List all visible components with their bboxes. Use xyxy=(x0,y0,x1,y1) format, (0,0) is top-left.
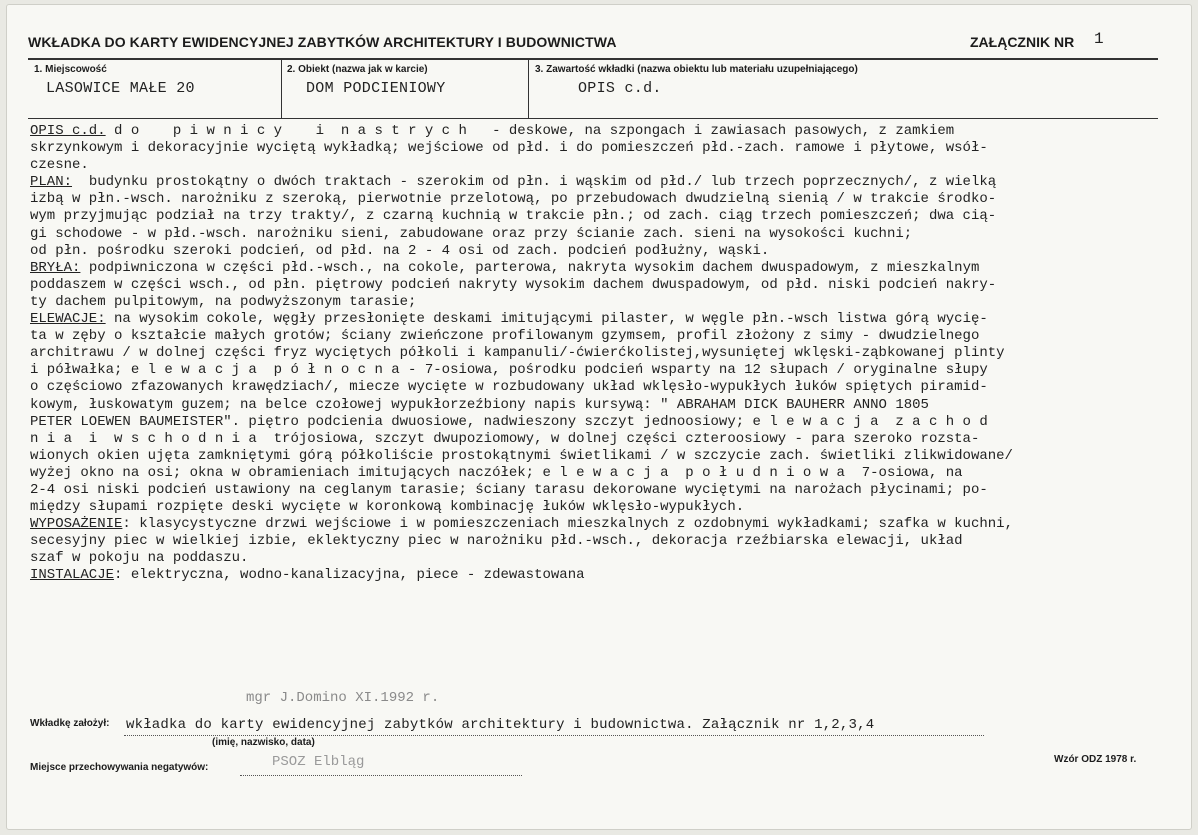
field-divider-1 xyxy=(281,60,282,118)
text-line xyxy=(30,243,1180,260)
text-line xyxy=(30,260,1180,277)
section-heading: INSTALACJE xyxy=(30,567,115,584)
text-segment: budynku prostokątny o dwóch traktach - szerokim od płn. i wąskim od płd./ lub trzech poprzecznych/, z wielką xyxy=(72,174,997,191)
section-heading: BRYŁA: xyxy=(30,259,81,276)
text-segment: PETER LOEWEN BAUMEISTER". piętro podcienia dwuosiowe, nadwieszony szczyt jednoosiowy; e l e w a c j a z a c h o d xyxy=(30,413,988,430)
text-segment: między słupami rozpięte deski wycięte w koronkową kombinację łuków wklęsło-wypukłych. xyxy=(30,499,745,516)
text-line xyxy=(30,379,1180,396)
text-segment: poddaszem w części wsch., od płn. piętrowy podcień nakryty wysokim dachem dwuspadowym, od płd. niski podcień nakry- xyxy=(30,276,997,293)
text-line xyxy=(30,431,1180,448)
prepared-value: wkładka do karty ewidencyjnej zabytków architektury i budownictwa. Załącznik nr 1,2,3,4 xyxy=(126,717,875,733)
text-line xyxy=(30,482,1180,499)
text-line xyxy=(30,311,1180,328)
text-segment: wyżej okno na osi; okna w obramieniach imitujących naczółek; e l e w a c j a p o ł u d n i o w a 7-osiowa, na xyxy=(30,464,963,481)
storage-value: PSOZ Elbląg xyxy=(272,754,365,770)
text-line xyxy=(30,499,1180,516)
form-id: Wzór ODZ 1978 r. xyxy=(1054,754,1137,765)
text-line xyxy=(30,567,1180,584)
text-segment: n i a i w s c h o d n i a trójosiowa, szczyt dwupoziomowy, w dolnej części czteroosiowy - para szeroko rozsta- xyxy=(30,430,980,447)
text-line xyxy=(30,550,1180,567)
text-line xyxy=(30,277,1180,294)
text-line xyxy=(30,226,1180,243)
storage-dotted-line xyxy=(240,774,522,776)
header-rule xyxy=(28,58,1158,60)
text-line xyxy=(30,345,1180,362)
text-segment: wym przyjmując podział na trzy trakty/, z czarną kuchnią w trakcie płn.; od zach. ciąg trzech pomieszczeń; dwa cią- xyxy=(30,208,997,225)
prepared-dotted-line xyxy=(124,734,984,736)
text-line xyxy=(30,294,1180,311)
text-segment: szaf w pokoju na poddaszu. xyxy=(30,550,249,567)
text-line xyxy=(30,208,1180,225)
text-line xyxy=(30,123,1180,140)
field-divider-2 xyxy=(528,60,529,118)
text-line xyxy=(30,533,1180,550)
text-segment: od płn. pośrodku szeroki podcień, od płd. na 2 - 4 osi od zach. podcień podłużny, wąski. xyxy=(30,242,770,259)
section-heading: OPIS c.d. xyxy=(30,123,106,139)
text-segment: : klasycystyczne drzwi wejściowe i w pomieszczeniach mieszkalnych z ozdobnymi wykładkami; szafka w kuchni, xyxy=(122,516,1013,533)
text-segment: architrawu / w dolnej części fryz wyciętych półkoli i kampanuli/-ćwierćkolistej,wysuniętej wklęski-ząbkowanej plinty xyxy=(30,345,1005,362)
section-heading: ELEWACJE: xyxy=(30,311,106,328)
location-value: LASOWICE MAŁE 20 xyxy=(46,80,195,97)
description-text xyxy=(30,123,1180,585)
text-line xyxy=(30,328,1180,345)
text-segment: o częściowo zfazowanych krawędziach/, miecze wycięte w rozbudowany układ wklęsło-wypukłych łuków spiętych piramid- xyxy=(30,379,988,396)
text-segment: d o p i w n i c y i n a s t r y c h - deskowe, na szpongach i zawiasach pasowych, z zamkiem xyxy=(105,123,955,139)
text-segment: i półwałka; e l e w a c j a p ó ł n o c n a - 7-osiowa, pośrodku podcień wsparty na 12 słupach / oryginalne słupy xyxy=(30,362,988,379)
location-label: 1. Miejscowość xyxy=(34,64,107,75)
text-line xyxy=(30,362,1180,379)
text-line xyxy=(30,140,1180,157)
text-segment: na wysokim cokole, węgły przesłonięte deskami imitującymi pilaster, w węgle płn.-wsch listwa górą wycię- xyxy=(105,311,988,328)
text-line xyxy=(30,174,1180,191)
text-line xyxy=(30,516,1180,533)
text-segment: : elektryczna, wodno-kanalizacyjna, piece - zdewastowana xyxy=(114,567,585,584)
text-segment: ta w zęby o kształcie małych grotów; ściany zwieńczone profilowanym gzymsem, profil złożony z simy - dwudzielnego xyxy=(30,328,980,345)
text-segment: secesyjny piec w wielkiej izbie, eklektyczny piec w narożniku płd.-wsch., dekoracja rzeźbiarska elewacji, układ xyxy=(30,533,963,550)
text-segment: skrzynkowym i dekoracyjnie wyciętą wykładką; wejściowe od płd. i do pomieszczeń płd.-zach. ramowe i płytowe, wsół- xyxy=(30,140,988,157)
section-heading: PLAN: xyxy=(30,174,73,191)
contents-label: 3. Zawartość wkładki (nazwa obiektu lub materiału uzupełniającego) xyxy=(535,64,858,75)
fields-bottom-rule xyxy=(28,118,1158,119)
text-segment: czesne. xyxy=(30,157,89,174)
text-line xyxy=(30,414,1180,431)
text-line xyxy=(30,191,1180,208)
storage-label: Miejsce przechowywania negatywów: xyxy=(30,762,209,773)
text-segment: podpiwniczona w części płd.-wsch., na cokole, parterowa, nakryta wysokim dachem dwuspadowym, z mieszkalnym xyxy=(80,259,980,276)
annex-label: ZAŁĄCZNIK NR xyxy=(970,34,1075,50)
text-segment: 2-4 osi niski podcień ustawiony na ceglanym tarasie; ściany tarasu dekorowane wyciętymi na narożach płycinami; po- xyxy=(30,481,988,498)
object-value: DOM PODCIENIOWY xyxy=(306,80,446,97)
text-segment: kowym, łuskowatym guzem; na belce czołowej wypukłorzeźbiony napis kursywą: " ABRAHAM DICK BAUHERR ANNO 1805 xyxy=(30,396,929,413)
text-line xyxy=(30,465,1180,482)
form-title: WKŁADKA DO KARTY EWIDENCYJNEJ ZABYTKÓW ARCHITEKTURY I BUDOWNICTWA xyxy=(28,34,617,50)
prepared-hint: (imię, nazwisko, data) xyxy=(212,737,315,748)
text-line xyxy=(30,448,1180,465)
text-segment: gi schodowe - w płd.-wsch. narożniku sieni, zabudowane oraz przy ścianie zach. sieni na wysokości kuchni; xyxy=(30,225,913,242)
object-label: 2. Obiekt (nazwa jak w karcie) xyxy=(287,64,428,75)
text-line xyxy=(30,157,1180,174)
author-stamp: mgr J.Domino XI.1992 r. xyxy=(246,690,440,706)
prepared-label: Wkładkę założył: xyxy=(30,718,110,729)
text-segment: izbą w płn.-wsch. narożniku z szeroką, pierwotnie przelotową, po przebudowach dwudzielną sienią / w trakcie środko- xyxy=(30,191,997,208)
annex-number: 1 xyxy=(1094,30,1104,48)
text-segment: wionych okien ujęta zamkniętymi górą półkoliście prostokątnymi świetlikami / w szczycie zach. świetliki zlikwidowane/ xyxy=(30,447,1013,464)
contents-value: OPIS c.d. xyxy=(578,80,662,97)
text-segment: ty dachem pulpitowym, na podwyższonym tarasie; xyxy=(30,293,417,310)
section-heading: WYPOSAŻENIE xyxy=(30,516,123,533)
text-line xyxy=(30,397,1180,414)
